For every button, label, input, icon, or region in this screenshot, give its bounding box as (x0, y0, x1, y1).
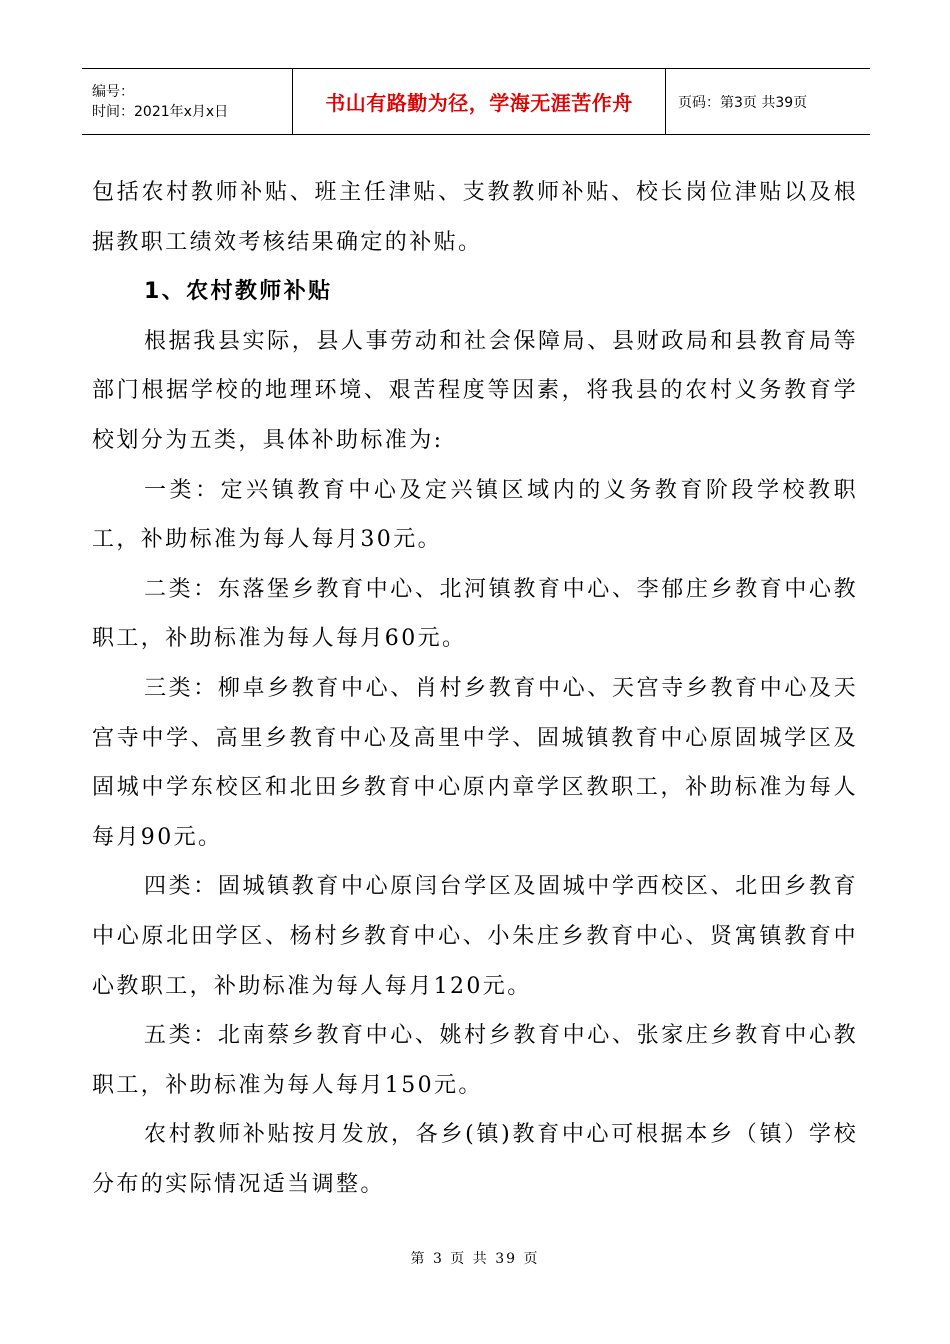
paragraph-classification: 根据我县实际，县人事劳动和社会保障局、县财政局和县教育局等部门根据学校的地理环境、艰苦程度等因素，将我县的农村义务教育学校划分为五类，具体补助标准为: (92, 328, 858, 453)
document-time-label: 时间：2021年x月x日 (92, 103, 229, 120)
page-header (82, 68, 870, 135)
paragraph-class-4: 四类：固城镇教育中心原闫台学区及固城中学西校区、北田乡教育中心原北田学区、杨村乡教育中心、小朱庄乡教育中心、贤寓镇教育中心教职工，补助标准为每人每月120元。 (92, 874, 858, 999)
paragraph-class-5: 五类：北南蔡乡教育中心、姚村乡教育中心、张家庄乡教育中心教职工，补助标准为每人每月150元。 (92, 1023, 858, 1098)
paragraph-class-1: 一类：定兴镇教育中心及定兴镇区域内的义务教育阶段学校教职工，补助标准为每人每月30元。 (92, 477, 858, 553)
document-number-label: 编号： (92, 83, 134, 100)
header-meta (82, 69, 293, 134)
paragraph-subsidy-intro: 包括农村教师补贴、班主任津贴、支教教师补贴、校长岗位津贴以及根据教职工绩效考核结果确定的补贴。 (92, 180, 858, 255)
page-footer: 第 3 页 共 39 页 (410, 1251, 540, 1267)
paragraph-class-2: 二类：东落堡乡教育中心、北河镇教育中心、李郁庄乡教育中心教职工，补助标准为每人每月60元。 (92, 576, 858, 652)
paragraph-class-3: 三类：柳卓乡教育中心、肖村乡教育中心、天宫寺乡教育中心及天宫寺中学、高里乡教育中心及高里中学、固城镇教育中心原固城学区及固城中学东校区和北田乡教育中心原内章学区教职工，补助标准为每人每月90元。 (92, 675, 858, 850)
section-heading-rural-teacher-subsidy: 1、农村教师补贴 (144, 279, 333, 305)
header-page-label: 页码：第3页 共39页 (678, 94, 808, 111)
document-body (92, 168, 858, 1209)
paragraph-payment-note: 农村教师补贴按月发放，各乡(镇)教育中心可根据本乡（镇）学校分布的实际情况适当调整。 (92, 1122, 858, 1197)
header-motto: 书山有路勤为径，学海无涯苦作舟 (293, 69, 666, 134)
